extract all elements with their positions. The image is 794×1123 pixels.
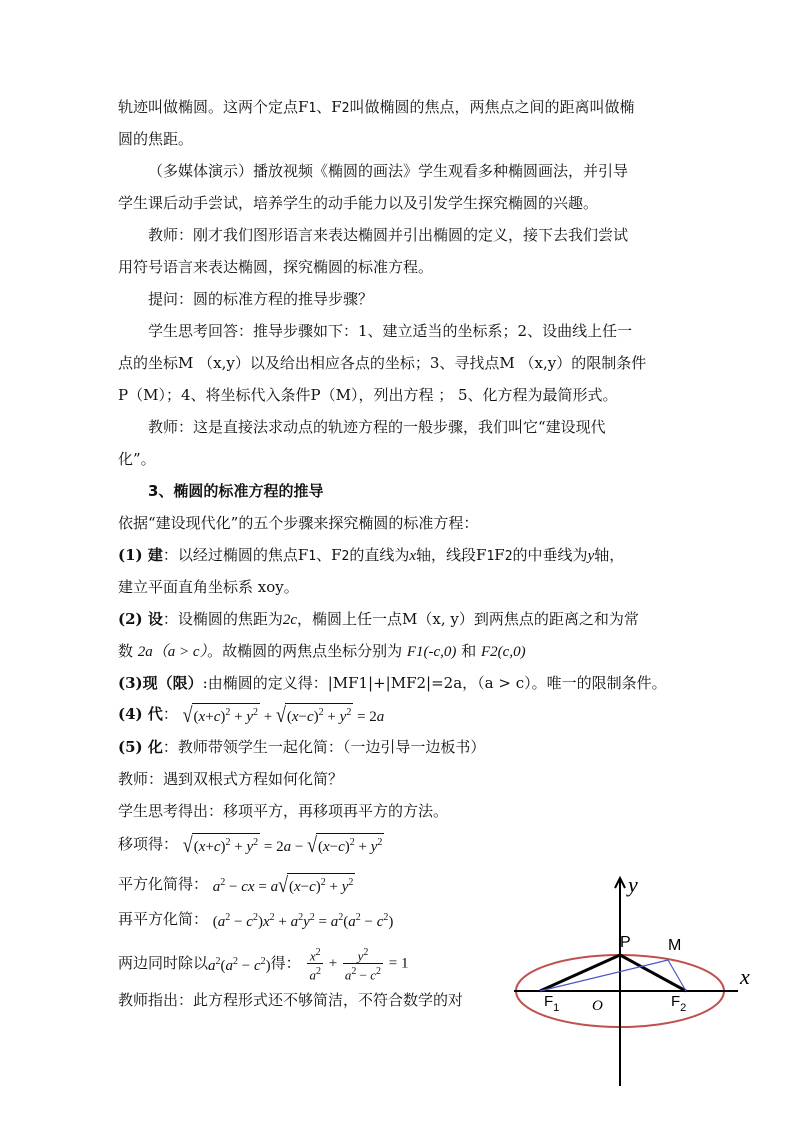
step-1: (1) 建：以经过椭圆的焦点F1、F2的直线为x轴，线段F1F2的中垂线为y轴，	[118, 546, 625, 564]
step-2-cont: 数 2a（a > c）。故椭圆的两焦点坐标分别为 F1(-c,0) 和 F2(c,0)	[118, 642, 526, 660]
paragraph-media: （多媒体演示）播放视频《椭圆的画法》学生观看多种椭圆画法，并引导	[148, 162, 629, 180]
paragraph-teacher-note: 教师指出：此方程形式还不够简洁，不符合数学的对	[118, 991, 464, 1009]
point-p-label: P	[620, 934, 631, 951]
derivation-step-2: 平方化简得： $a^2$ − cx = $a√(x-c)^2 + y^2$	[118, 873, 354, 897]
step-3: (3)现（限）:由椭圆的定义得：|MF1|+|MF2|=2a，（a > c）。唯一的限制条件。	[118, 674, 667, 692]
paragraph-teacher-2: 教师：这是直接法求动点的轨迹方程的一般步骤，我们叫它“建设现代	[148, 418, 606, 436]
paragraph-teacher-question: 教师：遇到双根式方程如何化简？	[118, 770, 344, 788]
paragraph-steps-intro: 依据“建设现代化”的五个步骤来探究椭圆的标准方程：	[118, 514, 479, 532]
derivation-step-4: 两边同时除以$a^2(a^2 - c^2)$得： $\frac{x^2}{a^2}$ + $\frac{y^2}{a^2 - c^2}$ = 1	[118, 947, 409, 983]
equation-moved-term: $√(x+c)^2 + y^2 = 2a - √(x-c)^2 + y^2$	[182, 833, 383, 857]
paragraph-student-answer: 学生思考回答：推导步骤如下：1、建立适当的坐标系；2、设曲线上任一	[148, 322, 633, 340]
segment-f1-p	[540, 955, 620, 991]
paragraph-definition: 轨迹叫做椭圆。这两个定点F1、F2叫做椭圆的焦点，两焦点之间的距离叫做椭	[118, 98, 635, 116]
focus-2-label: $F_2$	[671, 993, 687, 1014]
origin-label: O	[592, 998, 603, 1014]
paragraph-definition-cont: 圆的焦距。	[118, 130, 194, 148]
paragraph-student-method: 学生思考得出：移项平方，再移项再平方的方法。	[118, 802, 449, 820]
focus-1-label: $F_1$	[544, 993, 560, 1014]
step-2: (2) 设：设椭圆的焦距为2c，椭圆上任一点M（x, y）到两焦点的距离之和为常	[118, 610, 639, 628]
point-m-label: M	[668, 937, 682, 954]
segment-f1-m	[540, 960, 668, 991]
derivation-step-3: 再平方化简： $(a^2 - c^2)x^2 + a^2y^2 = a^2(a^2 - c^2)$	[118, 910, 394, 930]
step-1-cont: 建立平面直角坐标系 xoy。	[118, 578, 299, 596]
equation-standard-form: $\frac{x^2}{a^2}$ + $\frac{y^2}{a^2 - c^2}$ = 1	[309, 947, 409, 983]
x-axis-label: x	[740, 964, 750, 989]
paragraph-question: 提问：圆的标准方程的推导步骤？	[148, 290, 374, 308]
step-5: (5) 化：教师带领学生一起化简：（一边引导一边板书）	[118, 738, 486, 756]
ellipse-diagram	[510, 872, 760, 1092]
section-heading: 3、椭圆的标准方程的推导	[148, 482, 324, 500]
equation-sum-of-distances: $√(x+c)^2 + y^2 + √(x-c)^2 + y^2 = 2a$	[182, 703, 385, 727]
step-4: (4) 代： $√(x+c)^2 + y^2 + √(x-c)^2 + y^2 = 2a$	[118, 703, 385, 727]
paragraph-student-answer-cont-2: P（M）；4、将坐标代入条件P（M），列出方程 ； 5、化方程为最简形式。	[118, 386, 618, 404]
paragraph-teacher-2-cont: 化”。	[118, 450, 156, 468]
equation-squared-again: $(a^2 - c^2)x^2 + a^2y^2 = a^2(a^2 - c^2)$	[212, 912, 394, 930]
paragraph-teacher-1: 教师：刚才我们图形语言来表达椭圆并引出椭圆的定义，接下去我们尝试	[148, 226, 629, 244]
y-axis-label: y	[628, 872, 638, 897]
equation-squared: $a^2$ − cx = $a√(x-c)^2 + y^2$	[212, 873, 354, 897]
paragraph-teacher-1-cont: 用符号语言来表达椭圆，探究椭圆的标准方程。	[118, 258, 434, 276]
derivation-step-1: 移项得： $√(x+c)^2 + y^2 = 2a - √(x-c)^2 + y^2$	[118, 833, 383, 857]
paragraph-student-answer-cont: 点的坐标M （x,y）以及给出相应各点的坐标；3、寻找点M （x,y）的限制条件	[118, 354, 647, 372]
paragraph-media-cont: 学生课后动手尝试，培养学生的动手能力以及引发学生探究椭圆的兴趣。	[118, 194, 599, 212]
